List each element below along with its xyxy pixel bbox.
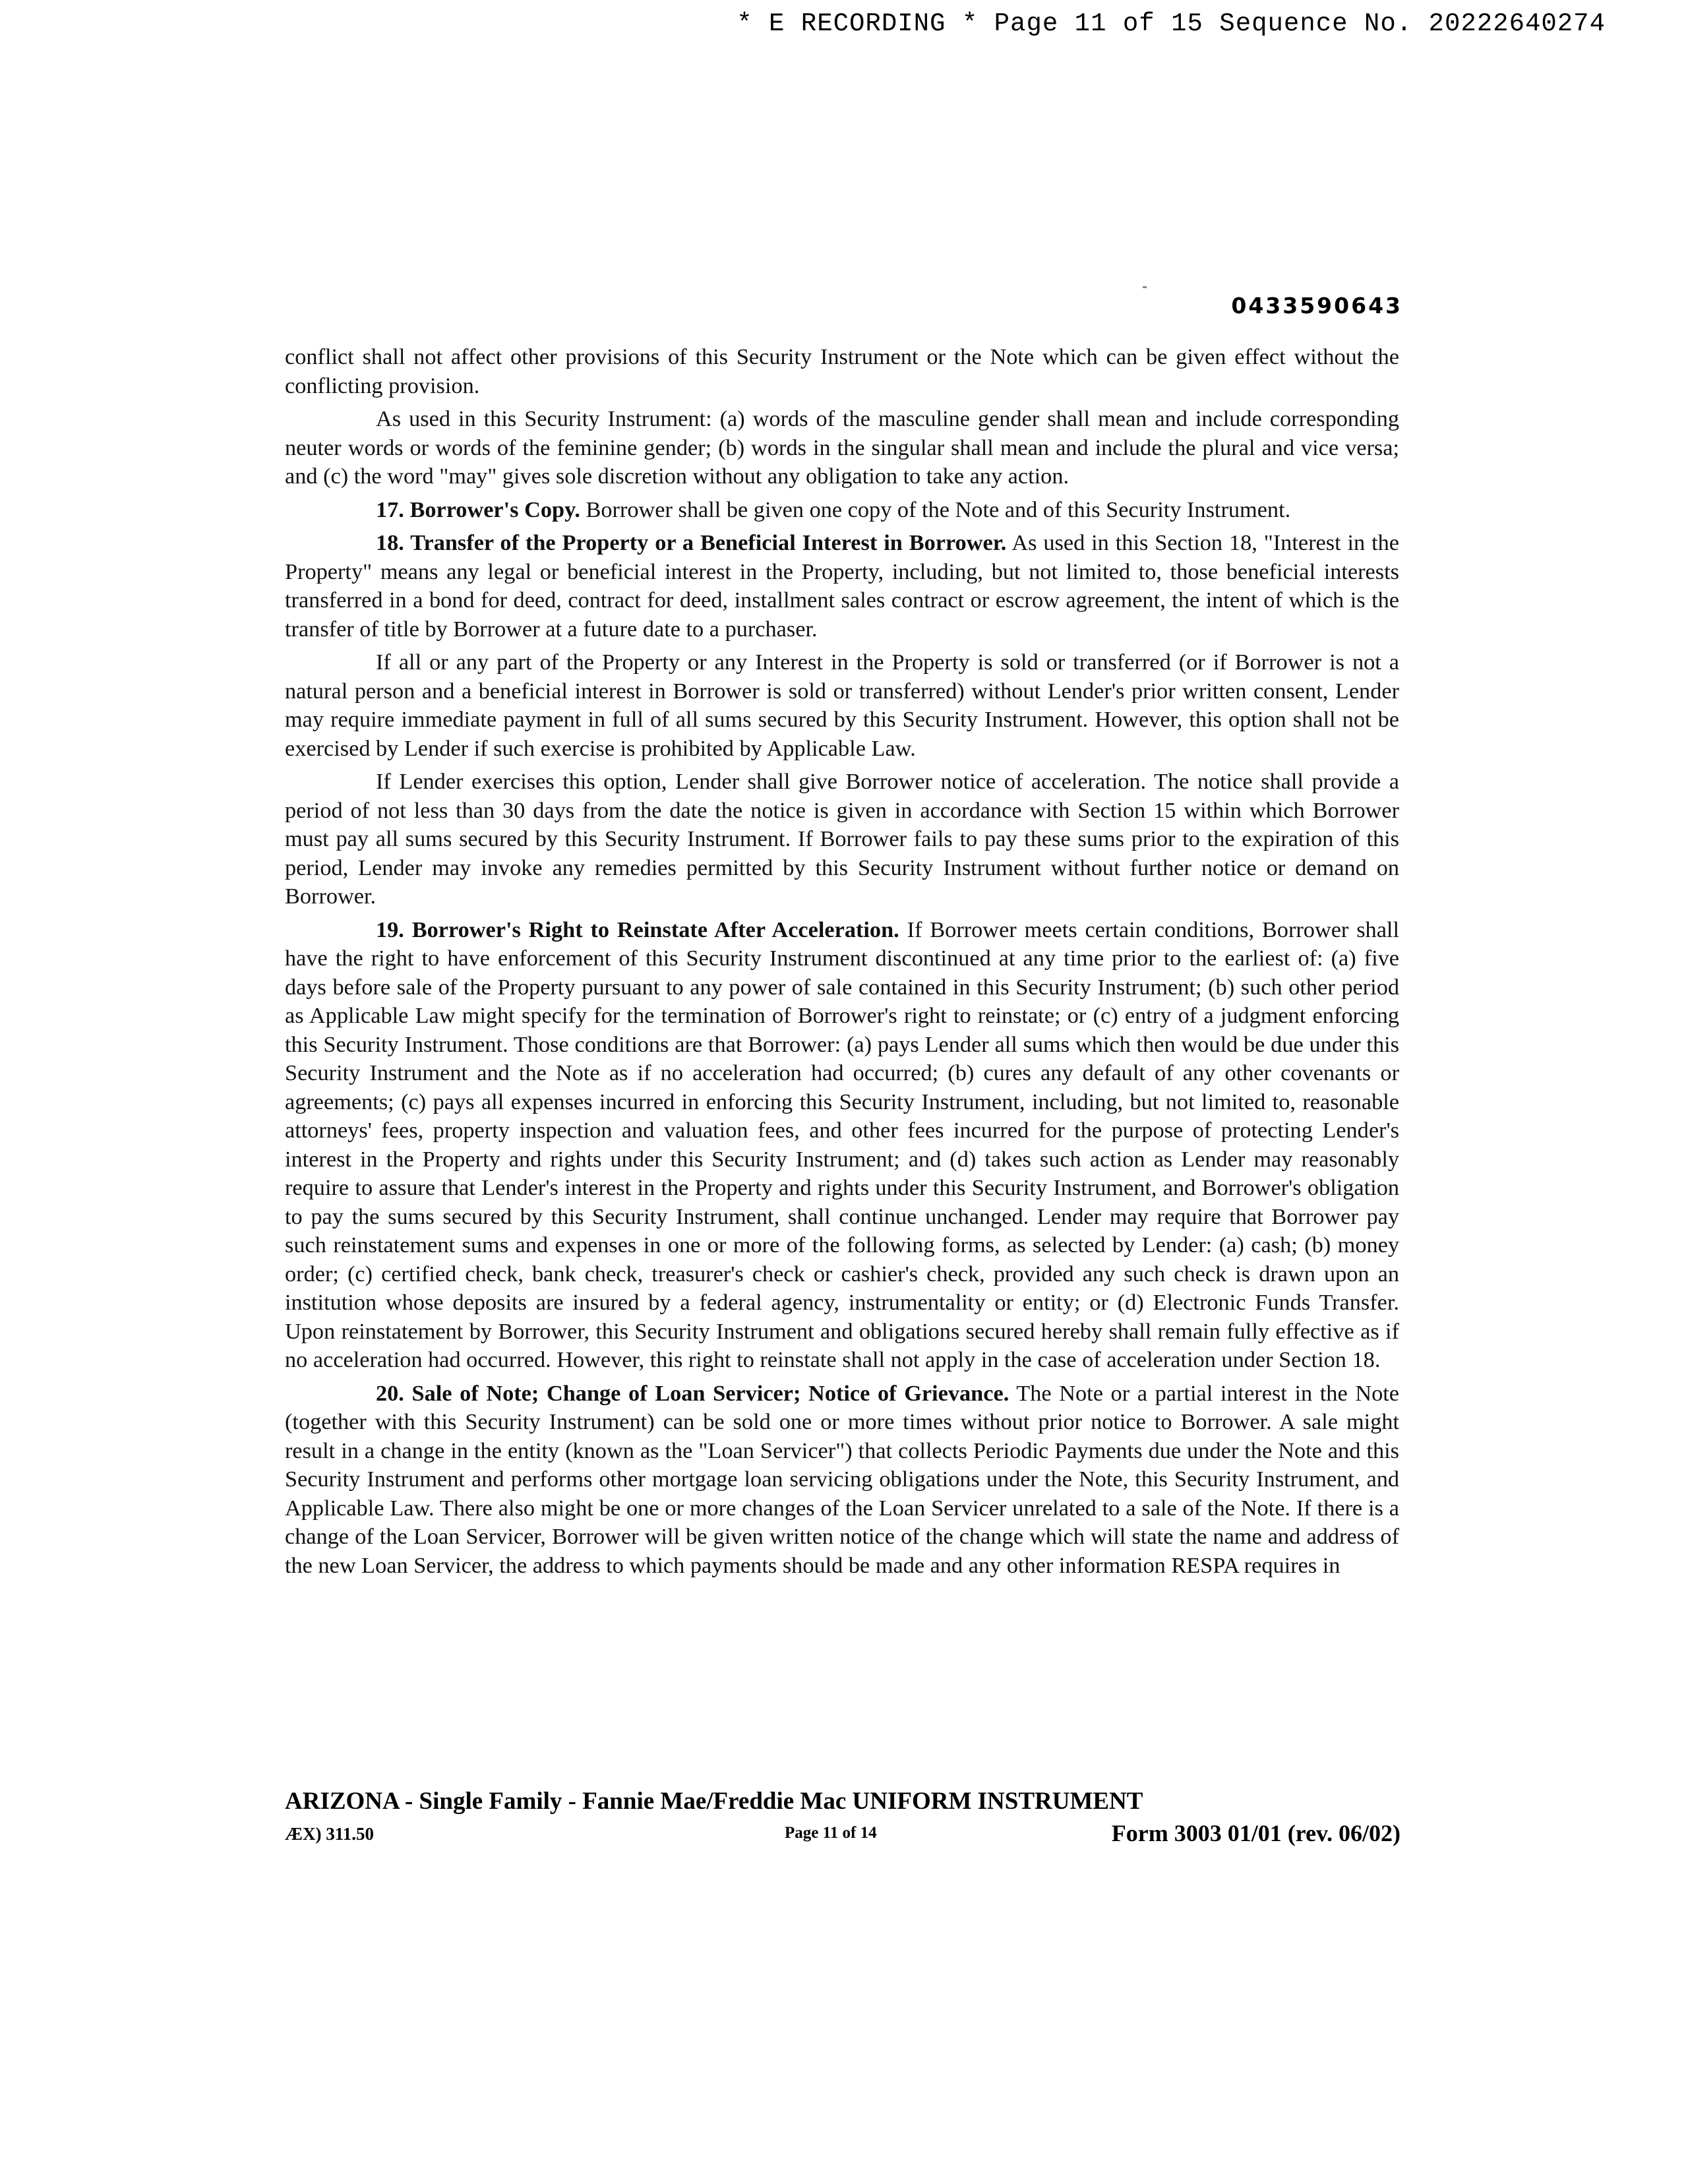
section-heading: 17. Borrower's Copy. bbox=[376, 497, 580, 522]
paragraph-conflict-continuation bbox=[285, 343, 1399, 400]
paragraph-text: If all or any part of the Property or any Interest in the Property is sold or transferred (or if Borrower is not a natural person and a beneficial interest in Borrower is sold or transferred) without Lender's prior written consent, Lender may require immediate payment in full of all sums secured by this Security Instrument. However, this option shall not be exercised by Lender if such exercise is prohibited by Applicable Law. bbox=[285, 650, 1399, 761]
paragraph-sale-or-transfer bbox=[285, 648, 1399, 763]
paragraph-text: If Borrower meets certain conditions, Borrower shall have the right to have enforcement of this Security Instrument discontinued at any time prior to the earliest of: (a) five days before sale of the Property pursuant to any power of sale contained in this Security Instrument; (b) such other period as Applicable Law might specify for the termination of Borrower's right to reinstate; or (c) entry of a judgment enforcing this Security Instrument. Those conditions are that Borrower: (a) pays Lender all sums which then would be due under this Security Instrument and the Note as if no acceleration had occurred; (b) cures any default of any other covenants or agreements; (c) pays all expenses incurred in enforcing this Security Instrument, including, but not limited to, reasonable attorneys' fees, property inspection and valuation fees, and other fees incurred for the purpose of protecting Lender's interest in the Property and rights under this Security Instrument; and (d) takes such action as Lender may reasonably require to assure that Lender's interest in the Property and rights under this Security Instrument, and Borrower's obligation to pay the sums secured by this Security Instrument, shall continue unchanged. Lender may require that Borrower pay such reinstatement sums and expenses in one or more of the following forms, as selected by Lender: (a) cash; (b) money order; (c) certified check, bank check, treasurer's check or cashier's check, provided any such check is drawn upon an institution whose deposits are insured by a federal agency, instrumentality or entity; or (d) Electronic Funds Transfer. Upon reinstatement by Borrower, this Security Instrument and obligations secured hereby shall remain fully effective as if no acceleration had occurred. However, this right to reinstate shall not apply in the case of acceleration under Section 18. bbox=[285, 917, 1399, 1372]
section-heading: 18. Transfer of the Property or a Beneficial Interest in Borrower. bbox=[376, 530, 1007, 555]
section-heading: 20. Sale of Note; Change of Loan Servicer; Notice of Grievance. bbox=[376, 1380, 1010, 1406]
recording-header: * E RECORDING * Page 11 of 15 Sequence No. 20222640274 bbox=[737, 9, 1606, 38]
paragraph-text: Borrower shall be given one copy of the Note and of this Security Instrument. bbox=[580, 497, 1291, 522]
section-18-transfer-of-property bbox=[285, 529, 1399, 644]
document-body bbox=[285, 343, 1399, 1585]
section-20-sale-of-note bbox=[285, 1380, 1399, 1581]
footer-item-code: ÆX) 311.50 bbox=[285, 1824, 374, 1844]
footer-form-number: Form 3003 01/01 (rev. 06/02) bbox=[1111, 1820, 1401, 1846]
footer-page-label: Page 11 of 14 bbox=[785, 1824, 877, 1842]
footer-form-title: ARIZONA - Single Family - Fannie Mae/Freddie Mac UNIFORM INSTRUMENT bbox=[285, 1788, 1143, 1815]
loan-number: 0433590643 bbox=[1231, 293, 1402, 318]
paragraph-notice-of-acceleration bbox=[285, 768, 1399, 911]
paragraph-text: The Note or a partial interest in the Note (together with this Security Instrument) can be sold one or more times without prior notice to Borrower. A sale might result in a change in the entity (known as the "Loan Servicer") that collects Periodic Payments due under the Note and this Security Instrument and performs other mortgage loan servicing obligations under the Note, this Security Instrument, and Applicable Law. There also might be one or more changes of the Loan Servicer unrelated to a sale of the Note. If there is a change of the Loan Servicer, Borrower will be given written notice of the change which will state the name and address of the new Loan Servicer, the address to which payments should be made and any other information RESPA requires in bbox=[285, 1380, 1399, 1578]
section-17-borrowers-copy bbox=[285, 496, 1399, 525]
paragraph-text: If Lender exercises this option, Lender shall give Borrower notice of acceleration. The notice shall provide a period of not less than 30 days from the date the notice is given in accordance with Section 15 within which Borrower must pay all sums secured by this Security Instrument. If Borrower fails to pay these sums prior to the expiration of this period, Lender may invoke any remedies permitted by this Security Instrument without further notice or demand on Borrower. bbox=[285, 769, 1399, 909]
section-heading: 19. Borrower's Right to Reinstate After Acceleration. bbox=[376, 917, 899, 942]
paragraph-text: As used in this Section 18, "Interest in the Property" means any legal or beneficial interest in the Property, including, but not limited to, those beneficial interests transferred in a bond for deed, contract for deed, installment sales contract or escrow agreement, the intent of which is the transfer of title by Borrower at a future date to a purchaser. bbox=[285, 530, 1399, 642]
paragraph-text: conflict shall not affect other provisions of this Security Instrument or the Note which can be given effect without the conflicting provision. bbox=[285, 344, 1399, 398]
section-19-right-to-reinstate bbox=[285, 916, 1399, 1375]
paragraph-gender-usage bbox=[285, 405, 1399, 491]
paragraph-text: As used in this Security Instrument: (a) words of the masculine gender shall mean and include corresponding neuter words or words of the feminine gender; (b) words in the singular shall mean and include the plural and vice versa; and (c) the word "may" gives sole discretion without any obligation to take any action. bbox=[285, 406, 1399, 489]
scan-artifact bbox=[1143, 286, 1147, 288]
